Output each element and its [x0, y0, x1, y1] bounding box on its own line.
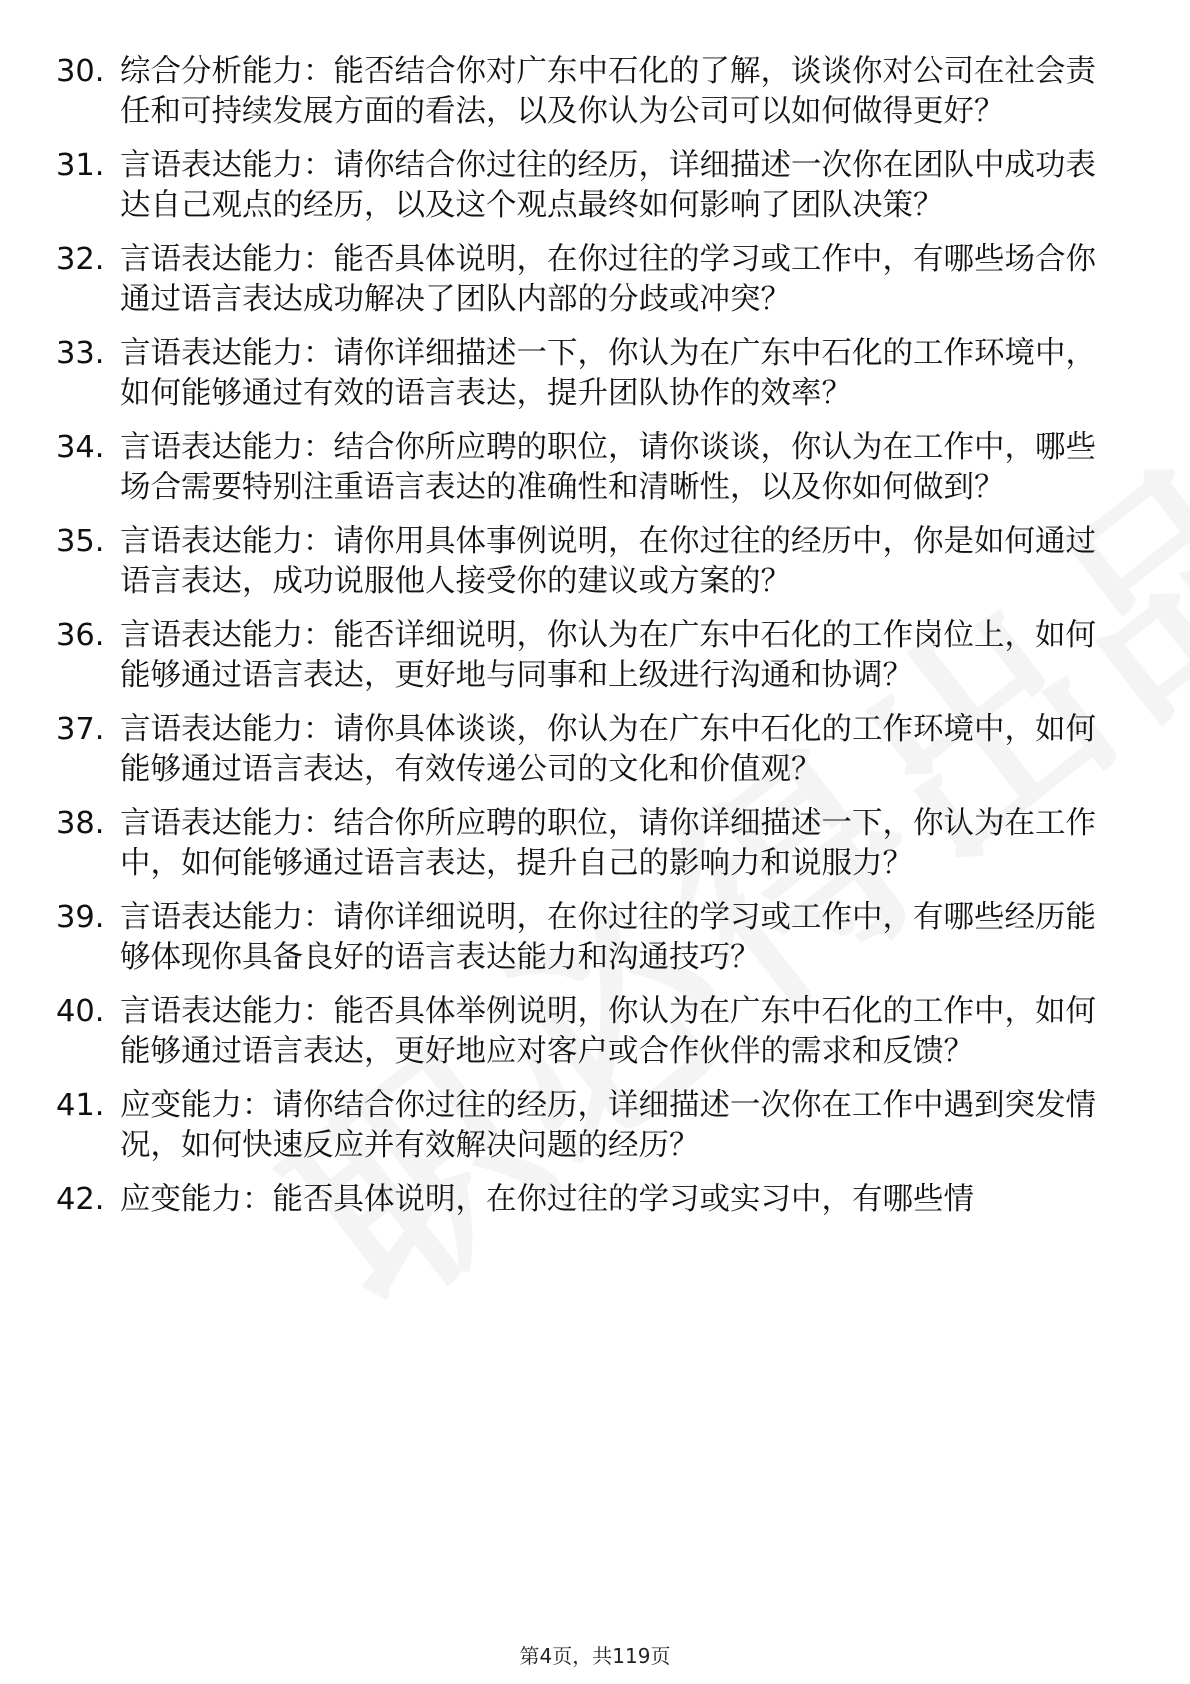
question-list [56, 52, 1110, 1234]
list-item [56, 616, 1110, 696]
question-number: 32. [56, 242, 105, 277]
list-item [56, 428, 1110, 508]
question-text: 言语表达能力：能否详细说明，你认为在广东中石化的工作岗位上，如何能够通过语言表达，更好地与同事和上级进行沟通和协调？ [120, 618, 1096, 693]
question-text: 综合分析能力：能否结合你对广东中石化的了解，谈谈你对公司在社会责任和可持续发展方面的看法，以及你认为公司可以如何做得更好？ [120, 54, 1096, 129]
question-number: 34. [56, 430, 105, 465]
list-item [56, 146, 1110, 226]
question-number: 41. [56, 1088, 105, 1123]
question-text: 言语表达能力：请你结合你过往的经历，详细描述一次你在团队中成功表达自己观点的经历，以及这个观点最终如何影响了团队决策？ [120, 148, 1096, 223]
question-number: 38. [56, 806, 105, 841]
question-number: 33. [56, 336, 105, 371]
question-text: 言语表达能力：请你详细说明，在你过往的学习或工作中，有哪些经历能够体现你具备良好的语言表达能力和沟通技巧？ [120, 900, 1096, 975]
question-text: 言语表达能力：能否具体说明，在你过往的学习或工作中，有哪些场合你通过语言表达成功解决了团队内部的分歧或冲突？ [120, 242, 1096, 317]
list-item [56, 522, 1110, 602]
page-footer: 第4页，共119页 [519, 1644, 671, 1668]
question-number: 35. [56, 524, 105, 559]
question-text: 应变能力：请你结合你过往的经历，详细描述一次你在工作中遇到突发情况，如何快速反应并有效解决问题的经历？ [120, 1088, 1096, 1163]
list-item [56, 52, 1110, 132]
list-item [56, 334, 1110, 414]
question-number: 31. [56, 148, 105, 183]
question-text: 言语表达能力：结合你所应聘的职位，请你详细描述一下，你认为在工作中，如何能够通过语言表达，提升自己的影响力和说服力？ [120, 806, 1096, 881]
list-item [56, 1086, 1110, 1166]
question-text: 言语表达能力：请你详细描述一下，你认为在广东中石化的工作环境中，如何能够通过有效的语言表达，提升团队协作的效率？ [120, 336, 1096, 411]
list-item [56, 240, 1110, 320]
list-item [56, 804, 1110, 884]
list-item [56, 710, 1110, 790]
question-text: 言语表达能力：请你用具体事例说明，在你过往的经历中，你是如何通过语言表达，成功说服他人接受你的建议或方案的？ [120, 524, 1096, 599]
question-number: 42. [56, 1182, 105, 1217]
question-text: 言语表达能力：请你具体谈谈，你认为在广东中石化的工作环境中，如何能够通过语言表达，有效传递公司的文化和价值观？ [120, 712, 1096, 787]
question-number: 36. [56, 618, 105, 653]
list-item [56, 992, 1110, 1072]
list-item [56, 898, 1110, 978]
question-number: 37. [56, 712, 105, 747]
question-text: 言语表达能力：能否具体举例说明，你认为在广东中石化的工作中，如何能够通过语言表达，更好地应对客户或合作伙伴的需求和反馈？ [120, 994, 1096, 1069]
question-number: 30. [56, 54, 105, 89]
list-item [56, 1180, 1110, 1220]
question-text: 应变能力：能否具体说明，在你过往的学习或实习中，有哪些情 [120, 1182, 974, 1217]
question-text: 言语表达能力：结合你所应聘的职位，请你谈谈，你认为在工作中，哪些场合需要特别注重语言表达的准确性和清晰性，以及你如何做到？ [120, 430, 1096, 505]
question-number: 39. [56, 900, 105, 935]
question-number: 40. [56, 994, 105, 1029]
